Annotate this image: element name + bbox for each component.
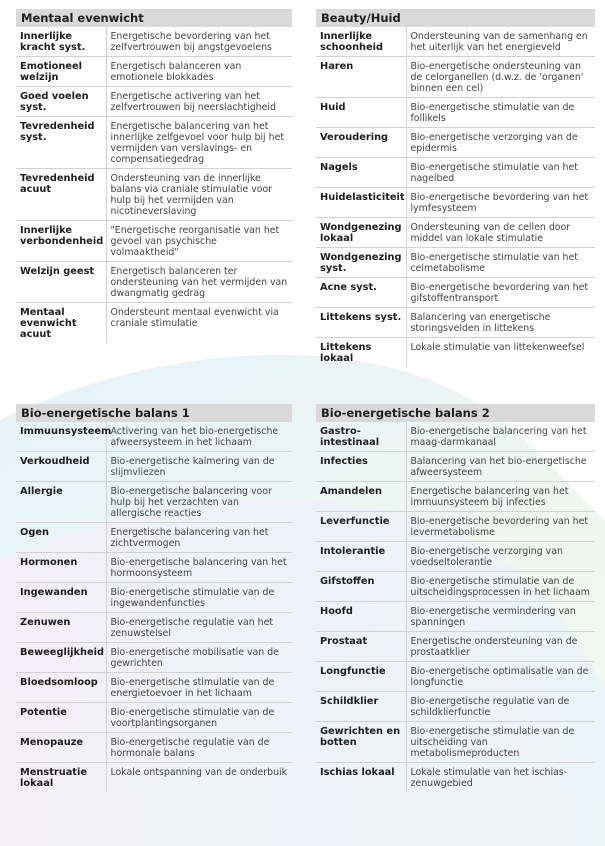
row-term: Intolerantie [316,542,406,572]
table-row [16,27,292,57]
row-description: Bio-energetische stimulatie van het nagelbed [410,162,578,184]
row-description: Bio-energetische balancering van het maag-darmkanaal [410,426,587,448]
table-row [316,188,595,218]
table-row [316,602,595,632]
row-term: Gewrichten en botten [316,722,406,763]
section-table [16,422,292,792]
table-row [16,422,292,452]
table-row [316,572,595,602]
table-row [16,583,292,613]
row-description: Bio-energetische stimulatie van de ingewandenfuncties [110,587,275,609]
row-description: Bio-energetische bevordering van het levermetabolisme [410,516,589,538]
row-description: Bio-energetische stimulatie van het celmetabolisme [410,252,578,274]
table-row [316,158,595,188]
section-title: Mentaal evenwicht [16,9,292,27]
table-row [316,692,595,722]
section-beauty-huid [316,9,595,367]
table-row [316,218,595,248]
row-term: Amandelen [316,482,406,512]
table-row [16,452,292,482]
section-mentaal-evenwicht [16,9,292,343]
row-description: "Energetische reorganisatie van het gevoel van psychische volmaaktheid" [110,225,280,258]
row-term: Ischias lokaal [316,763,406,793]
row-description: Bio-energetische verzorging van de epidermis [410,132,578,154]
row-term: Haren [316,57,406,98]
table-row [316,98,595,128]
row-term: Acne syst. [316,278,406,308]
row-description: Lokale stimulatie van littekenweefsel [410,342,585,353]
row-description: Energetische balancering van het zichtvermogen [110,527,269,549]
table-row [16,482,292,523]
row-description: Energetische balancering van het immuunsysteem bij infecties [410,486,569,508]
table-row [16,613,292,643]
row-description: Ondersteunt mentaal evenwicht via craniale stimulatie [110,307,279,329]
table-row [16,643,292,673]
table-row [316,308,595,338]
row-description: Bio-energetische stimulatie van de uitscheiding van metabolismeproducten [410,726,575,759]
row-term: Veroudering [316,128,406,158]
row-term: Littekens syst. [316,308,406,338]
row-description: Bio-energetische regulatie van de hormonale balans [110,737,270,759]
row-term: Prostaat [316,632,406,662]
row-term: Nagels [316,158,406,188]
row-term: Huidelasticiteit [316,188,406,218]
row-term: Wondgenezing lokaal [316,218,406,248]
table-row [316,763,595,793]
table-row [316,662,595,692]
row-description: Bio-energetische optimalisatie van de longfunctie [410,666,589,688]
row-description: Energetische activering van het zelfvertrouwen bij neerslachtigheid [110,91,276,113]
row-description: Bio-energetische bevordering van het gifstoffentransport [410,282,589,304]
table-row [316,632,595,662]
row-term: Ogen [16,523,106,553]
section-table [16,27,292,343]
table-row [16,303,292,344]
table-row [16,87,292,117]
section-bio-energetische-balans-2 [316,404,595,792]
row-description: Bio-energetische stimulatie van de follikels [410,102,575,124]
row-term: Gastro-intestinaal [316,422,406,452]
row-term: Leverfunctie [316,512,406,542]
row-description: Bio-energetische kalmering van de slijmvliezen [110,456,275,478]
row-description: Energetisch balanceren van emotionele blokkades [110,61,242,83]
row-term: Beweeglijkheid [16,643,106,673]
table-row [316,542,595,572]
row-term: Infecties [316,452,406,482]
row-term: Gifstoffen [316,572,406,602]
row-term: Innerlijke kracht syst. [16,27,106,57]
table-row [16,221,292,262]
row-description: Balancering van het bio-energetische afweersysteem [410,456,587,478]
row-term: Huid [316,98,406,128]
table-row [16,733,292,763]
row-description: Balancering van energetische storingsvelden in littekens [410,312,551,334]
row-term: Verkoudheid [16,452,106,482]
row-description: Bio-energetische stimulatie van de uitscheidingsprocessen in het lichaam [410,576,590,598]
section-title: Bio-energetische balans 1 [16,404,292,422]
row-term: Welzijn geest [16,262,106,303]
row-term: Immuunsysteem [16,422,106,452]
table-row [316,422,595,452]
table-row [16,169,292,221]
section-bio-energetische-balans-1 [16,404,292,792]
row-term: Hormonen [16,553,106,583]
table-row [316,338,595,368]
section-table [316,27,595,367]
table-row [16,703,292,733]
row-description: Lokale ontspanning van de onderbuik [110,767,288,778]
row-term: Innerlijke verbondenheid [16,221,106,262]
section-title: Beauty/Huid [316,9,595,27]
row-description: Bio-energetische regulatie van de schildklierfunctie [410,696,570,718]
table-row [16,523,292,553]
table-row [316,482,595,512]
table-row [316,452,595,482]
table-row [316,27,595,57]
row-description: Bio-energetische regulatie van het zenuwstelsel [110,617,274,639]
table-row [16,763,292,793]
table-row [316,57,595,98]
row-description: Energetische balancering van het innerlijke zelfgevoel voor hulp bij het vermijden van verslavings- en compensatiegedrag [110,121,285,165]
row-term: Schildklier [316,692,406,722]
table-row [16,553,292,583]
row-term: Hoofd [316,602,406,632]
row-term: Innerlijke schoonheid [316,27,406,57]
table-row [16,262,292,303]
row-description: Energetisch balanceren ter ondersteuning van het vermijden van dwangmatig gedrag [110,266,288,299]
row-description: Bio-energetische stimulatie van de energietoevoer in het lichaam [110,677,275,699]
table-row [316,512,595,542]
row-term: Menstruatie lokaal [16,763,106,793]
row-description: Lokale stimulatie van het ischias-zenuwgebied [410,767,568,789]
row-description: Energetische bevordering van het zelfvertrouwen bij angstgevoelens [110,31,272,53]
row-description: Bio-energetische verzorging van voedseltolerantie [410,546,563,568]
table-row [16,57,292,87]
table-row [16,673,292,703]
row-term: Zenuwen [16,613,106,643]
row-description: Bio-energetische balancering van het hormoonsysteem [110,557,287,579]
table-row [16,117,292,169]
row-description: Bio-energetische balancering voor hulp bij het verzachten van allergische reacties [110,486,272,519]
table-row [316,722,595,763]
row-term: Bloedsomloop [16,673,106,703]
row-description: Activering van het bio-energetische afweersysteem in het lichaam [110,426,279,448]
row-description: Bio-energetische bevordering van het lymfesysteem [410,192,589,214]
table-row [316,248,595,278]
row-description: Ondersteuning van de innerlijke balans via craniale stimulatie voor hulp bij het vermijden van nicotineverslaving [110,173,273,217]
row-description: Bio-energetische stimulatie van de voortplantingsorganen [110,707,275,729]
row-description: Ondersteuning van de samenhang en het uiterlijk van het energieveld [410,31,588,53]
row-term: Littekens lokaal [316,338,406,368]
row-description: Ondersteuning van de cellen door middel van lokale stimulatie [410,222,571,244]
row-description: Energetische ondersteuning van de prostaatklier [410,636,578,658]
row-term: Tevredenheid syst. [16,117,106,169]
row-term: Potentie [16,703,106,733]
row-description: Bio-energetische vermindering van spanningen [410,606,576,628]
section-title: Bio-energetische balans 2 [316,404,595,422]
table-row [316,278,595,308]
row-description: Bio-energetische mobilisatie van de gewrichten [110,647,279,669]
row-term: Tevredenheid acuut [16,169,106,221]
row-term: Menopauze [16,733,106,763]
row-term: Longfunctie [316,662,406,692]
row-term: Goed voelen syst. [16,87,106,117]
row-term: Mentaal evenwicht acuut [16,303,106,344]
row-term: Emotioneel welzijn [16,57,106,87]
row-term: Allergie [16,482,106,523]
row-description: Bio-energetische ondersteuning van de celorganellen (d.w.z. de 'organen' binnen een cel) [410,61,584,94]
row-term: Wondgenezing syst. [316,248,406,278]
table-row [316,128,595,158]
row-term: Ingewanden [16,583,106,613]
section-table [316,422,595,792]
